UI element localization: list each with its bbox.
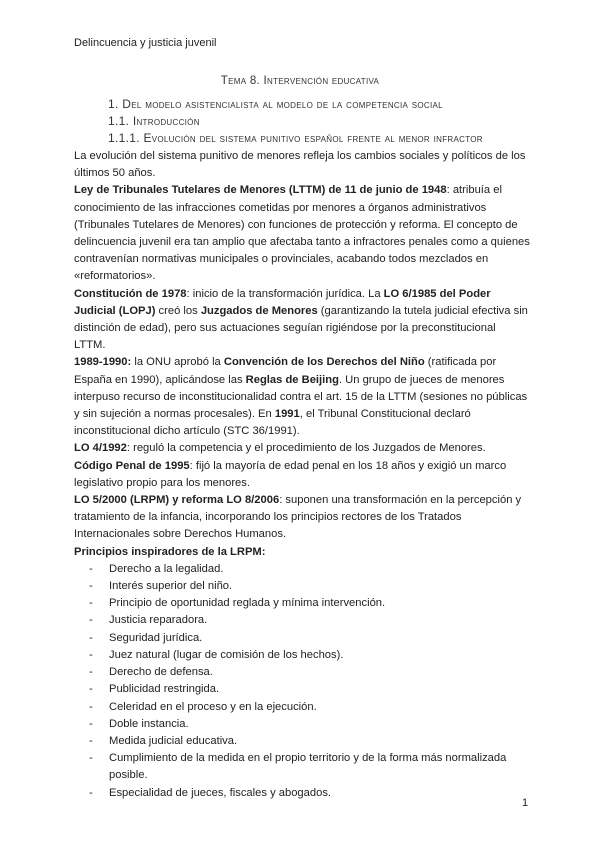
list-item: - Seguridad jurídica. — [74, 630, 530, 647]
list-item: - Especialidad de jueces, fiscales y abogados. — [74, 785, 530, 802]
page-number: 1 — [522, 797, 529, 809]
section-heading-1: 1. Del modelo asistencialista al modelo de la competencia social — [108, 97, 443, 111]
list-item: - Doble instancia. — [74, 716, 530, 733]
intro-paragraph: La evolución del sistema punitivo de menores refleja los cambios sociales y políticos de los últimos 50 años. — [74, 150, 526, 180]
paragraph-codigo-penal: Código Penal de 1995: fijó la mayoría de edad penal en los 18 años y exigió un marco legislativo propio para los menores. — [74, 459, 507, 489]
list-item: - Cumplimiento de la medida en el propio territorio y de la forma más normalizada posible. — [74, 750, 530, 784]
section-heading-1-1: 1.1. Introducción — [108, 114, 200, 128]
section-heading-1-1-1: 1.1.1. Evolución del sistema punitivo español frente al menor infractor — [108, 131, 483, 145]
list-item: - Principio de oportunidad reglada y mínima intervención. — [74, 595, 530, 612]
list-item: - Interés superior del niño. — [74, 578, 530, 595]
page-title: Tema 8. Intervención educativa — [220, 75, 380, 87]
list-item: - Derecho de defensa. — [74, 664, 530, 681]
paragraph-lo-1992: LO 4/1992: reguló la competencia y el procedimiento de los Juzgados de Menores. — [74, 442, 486, 455]
list-item: - Celeridad en el proceso y en la ejecución. — [74, 699, 530, 716]
paragraph-lrpm: LO 5/2000 (LRPM) y reforma LO 8/2006: suponen una transformación en la percepción y tratamiento de la infancia, incorporando los principios rectores de los Tratados Internacionales sobre Derechos Humanos. — [74, 494, 522, 541]
body-content — [74, 148, 530, 802]
principles-title: Principios inspiradores de la LRPM: — [74, 545, 266, 558]
list-item: - Publicidad restringida. — [74, 681, 530, 698]
paragraph-lttm: Ley de Tribunales Tutelares de Menores (LTTM) de 11 de junio de 1948: atribuía el conocimiento de las infracciones cometidas por menores a órganos administrativos (Tribunales Tutelares de Menores) con funciones de protección y reforma. El concepto de delincuencia juvenil era tan amplio que afectaba tanto a infractores penales como a quienes contravenían normativas municipales o provinciales, acabando todos mezclados en «reformatorios». — [74, 184, 530, 283]
principles-list — [74, 561, 530, 802]
list-item: - Medida judicial educativa. — [74, 733, 530, 750]
paragraph-constitucion: Constitución de 1978: inicio de la transformación jurídica. La LO 6/1985 del Poder Judicial (LOPJ) creó los Juzgados de Menores (garantizando la tutela judicial efectiva sin distinción de edad), pero sus actuaciones seguían rigiéndose por la preconstitucional LTTM. — [74, 287, 528, 352]
running-header: Delincuencia y justicia juvenil — [74, 37, 217, 49]
paragraph-onu: 1989-1990: la ONU aprobó la Convención de los Derechos del Niño (ratificada por España en 1990), aplicándose las Reglas de Beijing. Un grupo de jueces de menores interpuso recurso de inconstitucionalidad contra el art. 15 de la LTTM (sesiones no públicas y sin sujeción a normas procesales). En 1991, el Tribunal Constitucional declaró inconstitucional dicho artículo (STC 36/1991). — [74, 356, 528, 438]
list-item: - Justicia reparadora. — [74, 612, 530, 629]
list-item: - Derecho a la legalidad. — [74, 561, 530, 578]
law-name: Ley de Tribunales Tutelares de Menores (LTTM) de 11 de junio de 1948 — [74, 184, 447, 197]
list-item: - Juez natural (lugar de comisión de los hechos). — [74, 647, 530, 664]
